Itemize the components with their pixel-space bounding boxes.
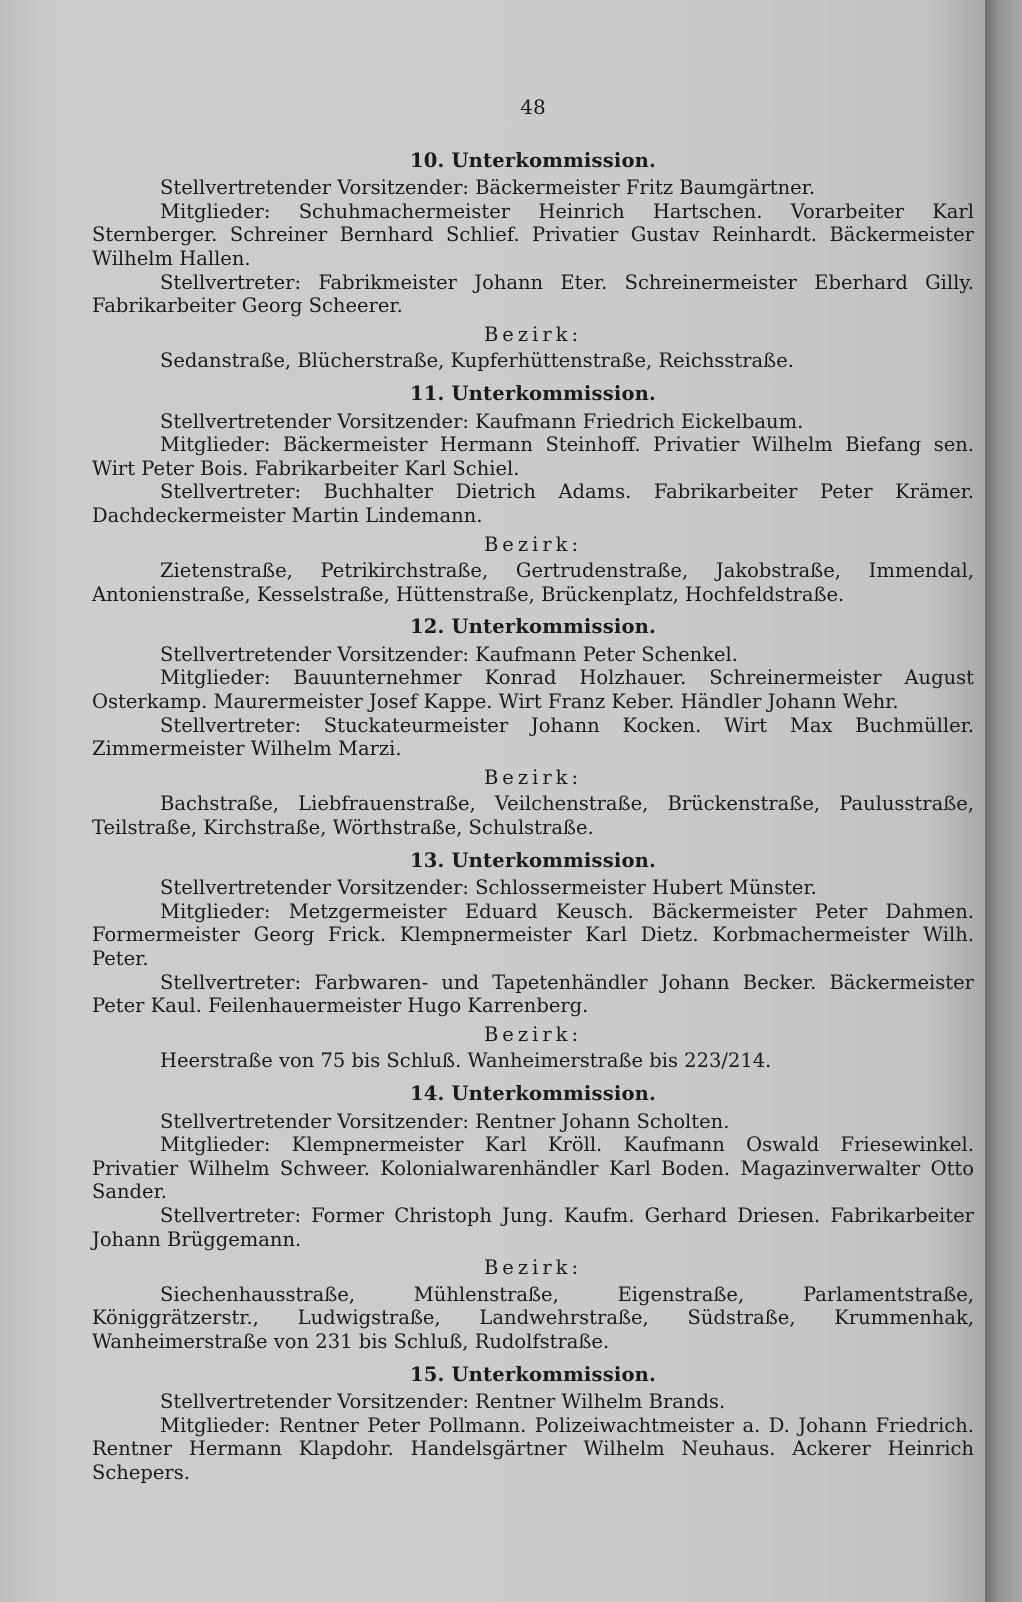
section-district: Heerstraße von 75 bis Schluß. Wanheimerstraße bis 223/214. xyxy=(160,1049,772,1073)
subcommission-section xyxy=(92,609,974,839)
section-chair: Stellvertretender Vorsitzender: Kaufmann Peter Schenkel. xyxy=(160,642,738,666)
section-heading: 14. Unterkommission. xyxy=(409,1081,657,1105)
section-heading: 11. Unterkommission. xyxy=(409,381,657,405)
section-chair: Stellvertretender Vorsitzender: Bäckermeister Fritz Baumgärtner. xyxy=(160,176,816,200)
book-gutter xyxy=(985,0,1022,1602)
subcommission-section xyxy=(92,143,974,373)
section-members: Mitglieder: Schuhmachermeister Heinrich Hartschen. Vorarbeiter Karl Sternberger. Schreiner Bernhard Schlief. Privatier Gustav Reinhardt. Bäckermeister Wilhelm Hallen. xyxy=(92,199,974,270)
page-number: 48 xyxy=(520,95,546,119)
page-text-block xyxy=(92,96,974,1487)
section-chair: Stellvertretender Vorsitzender: Schlossermeister Hubert Münster. xyxy=(160,876,817,900)
subcommission-section xyxy=(92,1357,974,1485)
section-members: Mitglieder: Bäckermeister Hermann Steinhoff. Privatier Wilhelm Biefang sen. Wirt Peter Bois. Fabrikarbeiter Karl Schiel. xyxy=(92,433,974,480)
district-label: Bezirk: xyxy=(483,1256,583,1280)
section-deputies: Stellvertreter: Stuckateurmeister Johann Kocken. Wirt Max Buchmüller. Zimmermeister Wilhelm Marzi. xyxy=(92,713,974,761)
district-label: Bezirk: xyxy=(483,1022,583,1046)
district-label: Bezirk: xyxy=(483,765,583,789)
subcommission-section xyxy=(92,1076,974,1354)
section-district: Bachstraße, Liebfrauenstraße, Veilchenstraße, Brückenstraße, Paulusstraße, Teilstraße, Kirchstraße, Wörthstraße, Schulstraße. xyxy=(92,792,974,840)
section-heading: 13. Unterkommission. xyxy=(409,848,657,872)
section-deputies: Stellvertreter: Former Christoph Jung. Kaufm. Gerhard Driesen. Fabrikarbeiter Johann Brüggemann. xyxy=(92,1203,974,1251)
subcommission-section xyxy=(92,376,974,606)
subcommission-section xyxy=(92,843,974,1073)
section-deputies: Stellvertreter: Buchhalter Dietrich Adams. Fabrikarbeiter Peter Krämer. Dachdeckermeister Martin Lindemann. xyxy=(92,480,974,527)
section-district: Siechenhausstraße, Mühlenstraße, Eigenstraße, Parlamentstraße, Königgrätzerstr., Ludwigstraße, Landwehrstraße, Südstraße, Krummenhak, Wanheimerstraße von 231 bis Schluß, Rudolfstraße. xyxy=(92,1282,974,1353)
section-chair: Stellvertretender Vorsitzender: Rentner Johann Scholten. xyxy=(160,1109,730,1133)
section-members: Mitglieder: Klempnermeister Karl Kröll. Kaufmann Oswald Friesewinkel. Privatier Wilhelm Schweer. Kolonialwarenhändler Karl Boden. Magazinverwalter Otto Sander. xyxy=(92,1133,974,1204)
section-deputies: Stellvertreter: Fabrikmeister Johann Eter. Schreinermeister Eberhard Gilly. Fabrikarbeiter Georg Scheerer. xyxy=(92,270,974,318)
district-label: Bezirk: xyxy=(483,322,583,346)
section-members: Mitglieder: Rentner Peter Pollmann. Polizeiwachtmeister a. D. Johann Friedrich. Rentner Hermann Klapdohr. Handelsgärtner Wilhelm Neuhaus. Ackerer Heinrich Schepers. xyxy=(92,1413,974,1484)
section-chair: Stellvertretender Vorsitzender: Rentner Wilhelm Brands. xyxy=(160,1390,726,1414)
section-members: Mitglieder: Bauunternehmer Konrad Holzhauer. Schreinermeister August Osterkamp. Maurermeister Josef Kappe. Wirt Franz Keber. Händler Johann Wehr. xyxy=(92,666,974,714)
section-heading: 15. Unterkommission. xyxy=(409,1362,657,1386)
district-label: Bezirk: xyxy=(483,532,583,556)
section-heading: 10. Unterkommission. xyxy=(409,148,657,172)
section-members: Mitglieder: Metzgermeister Eduard Keusch. Bäckermeister Peter Dahmen. Formermeister Georg Frick. Klempnermeister Karl Dietz. Korbmachermeister Wilh. Peter. xyxy=(92,899,974,970)
section-deputies: Stellvertreter: Farbwaren- und Tapetenhändler Johann Becker. Bäckermeister Peter Kaul. Feilenhauermeister Hugo Karrenberg. xyxy=(92,970,974,1018)
section-district: Sedanstraße, Blücherstraße, Kupferhüttenstraße, Reichsstraße. xyxy=(160,349,794,373)
section-chair: Stellvertretender Vorsitzender: Kaufmann Friedrich Eickelbaum. xyxy=(160,409,804,433)
section-heading: 12. Unterkommission. xyxy=(409,615,657,639)
section-district: Zietenstraße, Petrikirchstraße, Gertrudenstraße, Jakobstraße, Immendal, Antonienstraße, Kesselstraße, Hüttenstraße, Brückenplatz, Hochfeldstraße. xyxy=(92,559,974,606)
